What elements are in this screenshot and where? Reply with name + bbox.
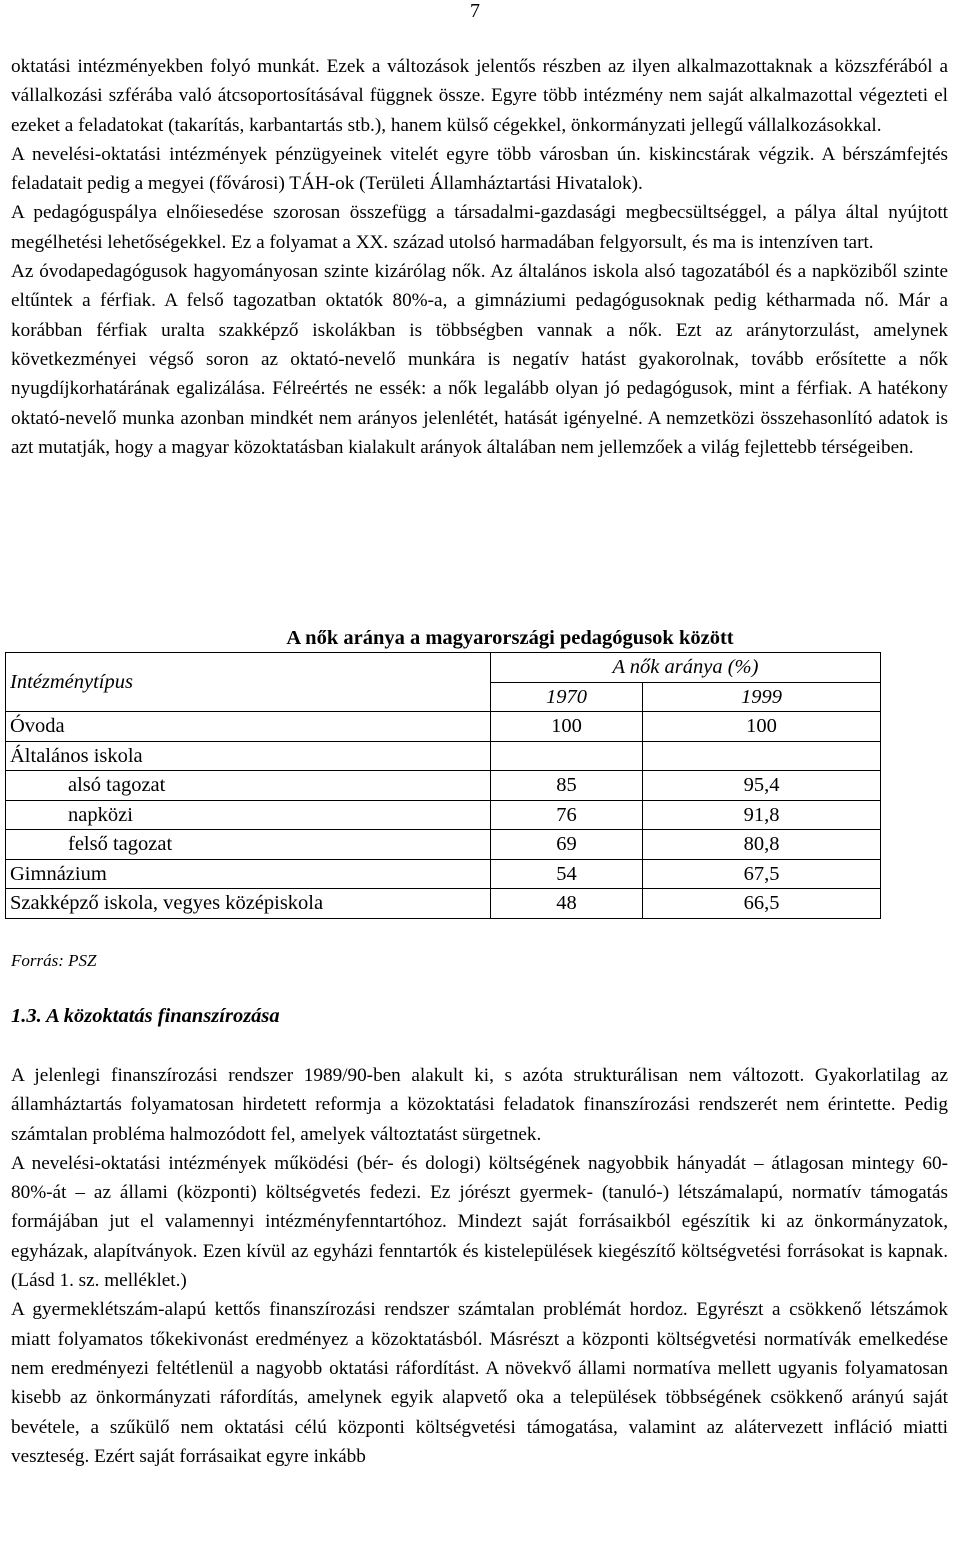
column-header-type: Intézménytípus — [6, 653, 491, 712]
year-header: 1999 — [643, 682, 881, 712]
value-1970: 100 — [491, 712, 643, 742]
section-text — [11, 1061, 948, 1471]
value-1970: 76 — [491, 800, 643, 830]
table-row — [6, 800, 881, 830]
women-ratio-table — [5, 652, 881, 919]
row-label: Gimnázium — [6, 859, 491, 889]
table-row — [6, 859, 881, 889]
value-1970 — [491, 741, 643, 771]
row-label: Óvoda — [6, 712, 491, 742]
year-header: 1970 — [491, 682, 643, 712]
section-heading: 1.3. A közoktatás finanszírozása — [11, 1005, 280, 1027]
page-number: 7 — [470, 0, 480, 22]
table-source: Forrás: PSZ — [11, 951, 97, 970]
intro-text — [11, 52, 948, 462]
row-label: Szakképző iskola, vegyes középiskola — [6, 889, 491, 919]
value-1999: 80,8 — [643, 830, 881, 860]
value-1999: 66,5 — [643, 889, 881, 919]
value-1999 — [643, 741, 881, 771]
paragraph: A pedagóguspálya elnőiesedése szorosan összefügg a társadalmi-gazdasági megbecsültséggel, a pálya által nyújtott megélhetési lehetőségekkel. Ez a folyamat a XX. század utolsó harmadában felgyorsult, és ma is intenzíven tart. — [11, 202, 948, 253]
table-row — [6, 830, 881, 860]
value-1999: 91,8 — [643, 800, 881, 830]
value-1970: 48 — [491, 889, 643, 919]
table-row — [6, 771, 881, 801]
row-label: napközi — [6, 800, 491, 830]
table-row — [6, 712, 881, 742]
row-label: felső tagozat — [6, 830, 491, 860]
value-1999: 100 — [643, 712, 881, 742]
value-1970: 85 — [491, 771, 643, 801]
paragraph: A nevelési-oktatási intézmények működési (bér- és dologi) költségének nagyobbik hányadát – átlagosan mintegy 60-80%-át – az állami (központi) költségvetés fedezi. Ez jórészt gyermek- (tanuló-) létszámalapú, normatív támogatás formájában jut el valamennyi intézményfenntartóhoz. Mindezt saját forrásaikból egészítik ki az önkormányzatok, egyházak, alapítványok. Ezen kívül az egyházi fenntartók és kistelepülések kiegészítő költségvetési forrásokat is kapnak. (Lásd 1. sz. melléklet.) — [11, 1152, 948, 1292]
paragraph: A gyermeklétszám-alapú kettős finanszírozási rendszer számtalan problémát hordoz. Egyrészt a csökkenő létszámok miatt folyamatos tőkekivonást eredményez a közoktatásból. Másrészt a központi költségvetési normatívák emelkedése nem eredményezi feltétlenül a nagyobb oktatási ráfordítást. A növekvő állami normatíva mellett ugyanis folyamatosan kisebb az önkormányzati ráfordítás, amelynek egyik alapvető oka a települések többségének csökkenő arányú saját bevétele, a szűkülő nem oktatási célú központi költségvetési támogatása, valamint az alátervezett infláció miatti veszteség. Ezért saját forrásaikat egyre inkább — [11, 1299, 948, 1467]
value-1970: 54 — [491, 859, 643, 889]
column-header-group: A nők aránya (%) — [491, 653, 881, 683]
value-1999: 95,4 — [643, 771, 881, 801]
table-header-row — [6, 653, 881, 683]
row-label: Általános iskola — [6, 741, 491, 771]
table-row — [6, 741, 881, 771]
row-label: alsó tagozat — [6, 771, 491, 801]
paragraph: Az óvodapedagógusok hagyományosan szinte kizárólag nők. Az általános iskola alsó tagozatából és a napköziből szinte eltűntek a férfiak. A felső tagozatban oktatók 80%-a, a gimnáziumi pedagógusoknak pedig kétharmada nő. Már a korábban férfiak uralta szakképző iskolákban is többségben vannak a nők. Ezt az aránytorzulást, amelynek következményei végső soron az oktató-nevelő munkára is negatív hatást gyakorolnak, tovább erősítette a nők nyugdíjkorhatárának egalizálása. Félreértés ne essék: a nők legalább olyan jó pedagógusok, mint a férfiak. A hatékony oktató-nevelő munka azonban mindkét nem arányos jelenlétét, hatását igényelné. A nemzetközi összehasonlító adatok is azt mutatják, hogy a magyar közoktatásban kialakult arányok általában nem jellemzőek a világ fejlettebb térségeiben. — [11, 261, 948, 458]
paragraph: oktatási intézményekben folyó munkát. Ezek a változások jelentős részben az ilyen alkalmazottaknak a közszférából a vállalkozási szférába való átcsoportosításával függnek össze. Egyre több intézmény nem saját alkalmazottal végezteti el ezeket a feladatokat (takarítás, karbantartás stb.), hanem külső cégekkel, önkormányzati jellegű vállalkozásokkal. — [11, 56, 948, 136]
value-1970: 69 — [491, 830, 643, 860]
paragraph: A jelenlegi finanszírozási rendszer 1989/90-ben alakult ki, s azóta strukturálisan nem változott. Gyakorlatilag az államháztartás folyamatosan hirdetett reformja a közoktatási feladatok finanszírozási rendszerét nem érintette. Pedig számtalan probléma halmozódott fel, amelyek változtatást sürgetnek. — [11, 1065, 948, 1145]
paragraph: A nevelési-oktatási intézmények pénzügyeinek vitelét egyre több városban ún. kiskincstárak végzik. A bérszámfejtés feladatait pedig a megyei (fővárosi) TÁH-ok (Területi Államháztartási Hivatalok). — [11, 143, 948, 195]
value-1999: 67,5 — [643, 859, 881, 889]
table-title: A nők aránya a magyarországi pedagógusok között — [286, 627, 734, 649]
table-row — [6, 889, 881, 919]
